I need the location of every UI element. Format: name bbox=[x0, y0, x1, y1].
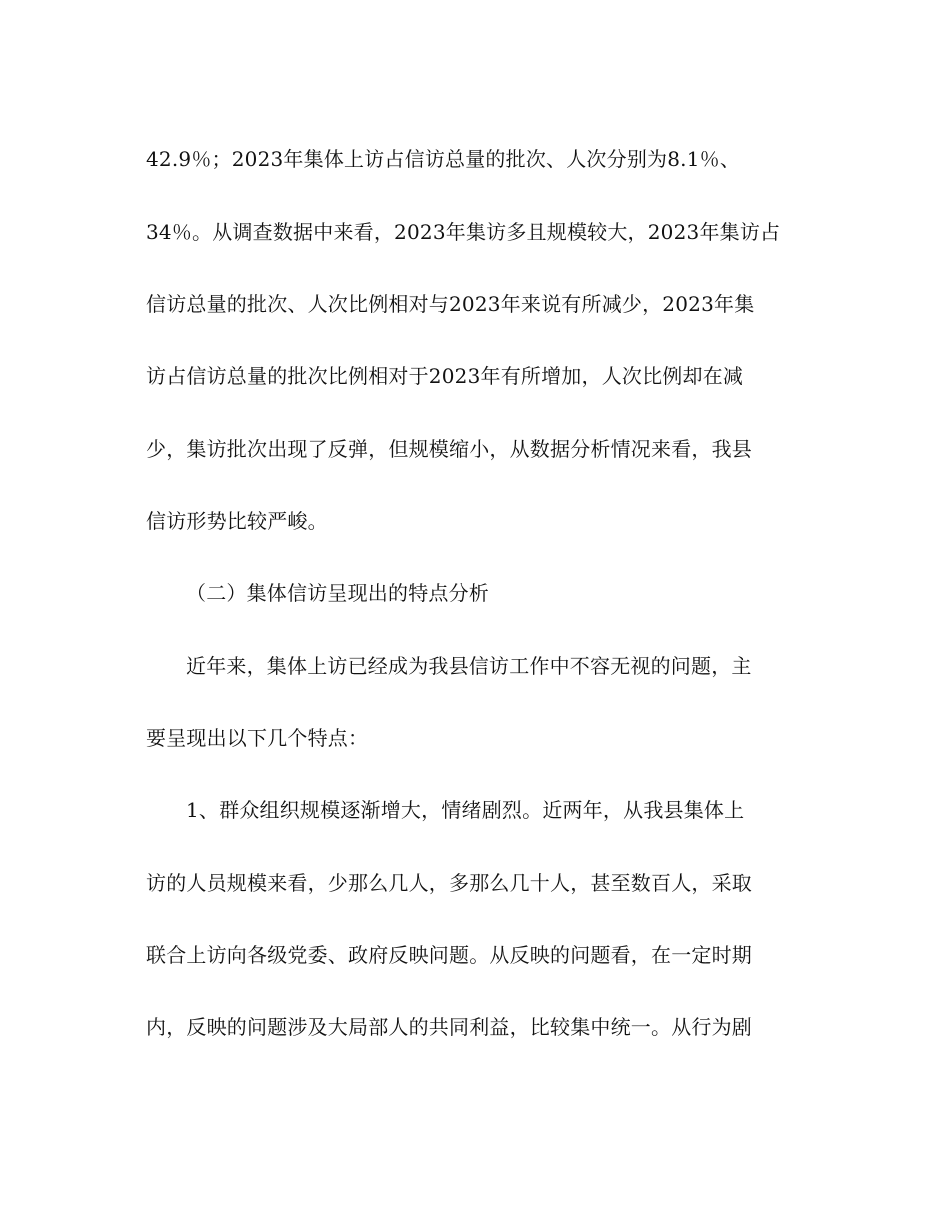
paragraph-line-1: 42.9％；2023年集体上访占信访总量的批次、人次分别为8.1％、 bbox=[146, 147, 741, 171]
paragraph-line-9: 1、群众组织规模逐渐增大，情绪剧烈。近两年，从我县集体上 bbox=[186, 798, 745, 822]
paragraph-line-5: 少，集访批次出现了反弹，但规模缩小，从数据分析情况来看，我县 bbox=[146, 437, 752, 461]
paragraph-line-4: 访占信访总量的批次比例相对于2023年有所增加，人次比例却在减 bbox=[146, 364, 744, 388]
paragraph-line-3: 信访总量的批次、人次比例相对与2023年来说有所减少，2023年集 bbox=[146, 292, 755, 316]
paragraph-line-7: 近年来，集体上访已经成为我县信访工作中不容无视的问题，主 bbox=[186, 654, 752, 678]
section-heading: （二）集体信访呈现出的特点分析 bbox=[186, 581, 489, 605]
paragraph-line-10: 访的人员规模来看，少那么几人，多那么几十人，甚至数百人，采取 bbox=[146, 871, 752, 895]
paragraph-line-12: 内，反映的问题涉及大局部人的共同利益，比较集中统一。从行为剧 bbox=[146, 1015, 752, 1039]
paragraph-line-8: 要呈现出以下几个特点： bbox=[146, 726, 369, 750]
paragraph-line-11: 联合上访向各级党委、政府反映问题。从反映的问题看，在一定时期 bbox=[146, 943, 752, 967]
paragraph-line-2: 34％。从调查数据中来看，2023年集访多且规模较大，2023年集访占 bbox=[146, 220, 781, 244]
paragraph-line-6: 信访形势比较严峻。 bbox=[146, 509, 328, 533]
